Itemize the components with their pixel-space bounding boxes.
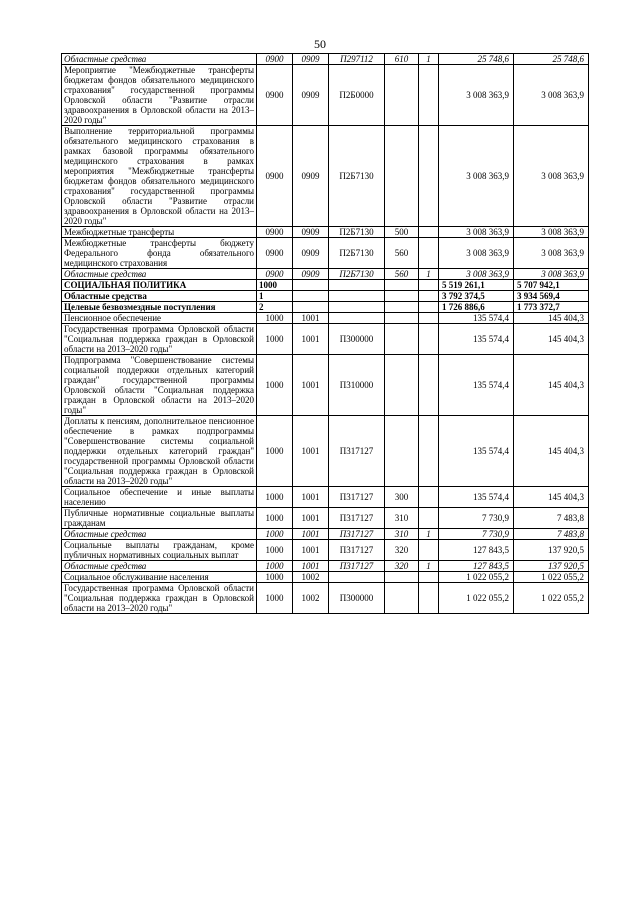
source-code-cell: 1	[419, 529, 439, 540]
target-article-cell: П300000	[329, 324, 385, 355]
section-code-cell: 1000	[257, 280, 293, 291]
subsection-code-cell: 1001	[293, 313, 329, 324]
page-number: 50	[314, 37, 326, 51]
section-code-cell: 1000	[257, 561, 293, 572]
subsection-code-cell: 1001	[293, 355, 329, 416]
target-article-cell: П2Б7130	[329, 227, 385, 238]
subsection-code-cell	[293, 291, 329, 302]
expense-type-cell	[385, 324, 419, 355]
target-article-cell: П310000	[329, 355, 385, 416]
subsection-code-cell: 0909	[293, 65, 329, 126]
source-code-cell	[419, 508, 439, 529]
source-code-cell: 1	[419, 269, 439, 280]
expense-type-cell: 300	[385, 487, 419, 508]
expense-type-cell	[385, 291, 419, 302]
amount-year2-cell: 145 404,3	[514, 487, 589, 508]
target-article-cell: П2Б7130	[329, 269, 385, 280]
table-row	[62, 324, 589, 355]
source-code-cell	[419, 238, 439, 269]
amount-year1-cell: 127 843,5	[439, 540, 514, 561]
source-code-cell	[419, 291, 439, 302]
amount-year1-cell: 135 574,4	[439, 324, 514, 355]
target-article-cell: П317127	[329, 487, 385, 508]
section-code-cell: 0900	[257, 65, 293, 126]
subsection-code-cell: 1002	[293, 583, 329, 614]
row-name-cell: Областные средства	[62, 269, 257, 280]
budget-table	[61, 53, 589, 614]
amount-year2-cell: 3 008 363,9	[514, 269, 589, 280]
section-code-cell: 1000	[257, 583, 293, 614]
amount-year1-cell: 3 008 363,9	[439, 65, 514, 126]
table-row	[62, 355, 589, 416]
amount-year2-cell: 5 707 942,1	[514, 280, 589, 291]
subsection-code-cell: 0909	[293, 238, 329, 269]
amount-year2-cell: 1 773 372,7	[514, 302, 589, 313]
row-name-cell: Пенсионное обеспечение	[62, 313, 257, 324]
table-row	[62, 416, 589, 487]
expense-type-cell	[385, 572, 419, 583]
source-code-cell	[419, 280, 439, 291]
target-article-cell	[329, 302, 385, 313]
source-code-cell	[419, 126, 439, 227]
row-name-cell: Областные средства	[62, 529, 257, 540]
target-article-cell: П2Б7130	[329, 238, 385, 269]
amount-year1-cell: 5 519 261,1	[439, 280, 514, 291]
table-row	[62, 65, 589, 126]
expense-type-cell	[385, 280, 419, 291]
row-name-cell: Социальные выплаты гражданам, кроме публичных нормативных социальных выплат	[62, 540, 257, 561]
row-name-cell: Мероприятие "Межбюджетные трансферты бюджетам фондов обязательного медицинского страхования" государственной программы Орловской области "Развитие отрасли здравоохранения в Орловской области на 2013–2020 годы"	[62, 65, 257, 126]
source-code-cell: 1	[419, 561, 439, 572]
amount-year1-cell: 7 730,9	[439, 529, 514, 540]
table-row	[62, 238, 589, 269]
row-name-cell: Межбюджетные трансферты	[62, 227, 257, 238]
section-code-cell: 0900	[257, 269, 293, 280]
expense-type-cell: 320	[385, 540, 419, 561]
target-article-cell	[329, 313, 385, 324]
amount-year1-cell: 1 726 886,6	[439, 302, 514, 313]
subsection-code-cell: 1001	[293, 540, 329, 561]
subsection-code-cell: 1001	[293, 416, 329, 487]
amount-year2-cell: 7 483,8	[514, 529, 589, 540]
section-code-cell: 1	[257, 291, 293, 302]
source-code-cell	[419, 65, 439, 126]
row-name-cell: Публичные нормативные социальные выплаты гражданам	[62, 508, 257, 529]
target-article-cell: П317127	[329, 561, 385, 572]
amount-year1-cell: 25 748,6	[439, 54, 514, 65]
subsection-code-cell: 0909	[293, 269, 329, 280]
target-article-cell: П317127	[329, 508, 385, 529]
source-code-cell	[419, 572, 439, 583]
table-row	[62, 269, 589, 280]
section-code-cell: 1000	[257, 508, 293, 529]
subsection-code-cell	[293, 302, 329, 313]
row-name-cell: Целевые безвозмездные поступления	[62, 302, 257, 313]
row-name-cell: Областные средства	[62, 54, 257, 65]
amount-year1-cell: 1 022 055,2	[439, 572, 514, 583]
expense-type-cell: 310	[385, 508, 419, 529]
target-article-cell: П2Б7130	[329, 126, 385, 227]
amount-year2-cell: 137 920,5	[514, 540, 589, 561]
amount-year1-cell: 7 730,9	[439, 508, 514, 529]
target-article-cell: П317127	[329, 529, 385, 540]
amount-year2-cell: 145 404,3	[514, 416, 589, 487]
source-code-cell	[419, 355, 439, 416]
amount-year2-cell: 3 008 363,9	[514, 126, 589, 227]
amount-year1-cell: 3 792 374,5	[439, 291, 514, 302]
table-row	[62, 302, 589, 313]
section-code-cell: 0900	[257, 54, 293, 65]
target-article-cell: П297112	[329, 54, 385, 65]
expense-type-cell	[385, 583, 419, 614]
source-code-cell	[419, 227, 439, 238]
section-code-cell: 0900	[257, 126, 293, 227]
table-row	[62, 540, 589, 561]
table-row	[62, 487, 589, 508]
amount-year2-cell: 1 022 055,2	[514, 583, 589, 614]
section-code-cell: 1000	[257, 540, 293, 561]
amount-year2-cell: 137 920,5	[514, 561, 589, 572]
subsection-code-cell: 1001	[293, 529, 329, 540]
table-row	[62, 313, 589, 324]
amount-year2-cell: 3 008 363,9	[514, 238, 589, 269]
row-name-cell: Областные средства	[62, 291, 257, 302]
table-row	[62, 561, 589, 572]
expense-type-cell	[385, 126, 419, 227]
amount-year1-cell: 135 574,4	[439, 355, 514, 416]
table-row	[62, 529, 589, 540]
section-code-cell: 1000	[257, 416, 293, 487]
amount-year1-cell: 127 843,5	[439, 561, 514, 572]
table-row	[62, 572, 589, 583]
source-code-cell	[419, 540, 439, 561]
table-row	[62, 280, 589, 291]
subsection-code-cell: 1001	[293, 561, 329, 572]
amount-year1-cell: 3 008 363,9	[439, 227, 514, 238]
source-code-cell	[419, 302, 439, 313]
amount-year2-cell: 145 404,3	[514, 324, 589, 355]
target-article-cell: П317127	[329, 540, 385, 561]
amount-year2-cell: 25 748,6	[514, 54, 589, 65]
amount-year2-cell: 3 934 569,4	[514, 291, 589, 302]
section-code-cell: 0900	[257, 238, 293, 269]
target-article-cell	[329, 572, 385, 583]
subsection-code-cell: 0909	[293, 126, 329, 227]
expense-type-cell: 610	[385, 54, 419, 65]
subsection-code-cell: 1002	[293, 572, 329, 583]
expense-type-cell: 560	[385, 269, 419, 280]
amount-year2-cell: 145 404,3	[514, 355, 589, 416]
amount-year1-cell: 135 574,4	[439, 487, 514, 508]
table-row	[62, 291, 589, 302]
section-code-cell: 1000	[257, 324, 293, 355]
amount-year1-cell: 1 022 055,2	[439, 583, 514, 614]
table-row	[62, 227, 589, 238]
row-name-cell: Областные средства	[62, 561, 257, 572]
amount-year1-cell: 135 574,4	[439, 313, 514, 324]
row-name-cell: Межбюджетные трансферты бюджету Федерального фонда обязательного медицинского страхования	[62, 238, 257, 269]
section-code-cell: 0900	[257, 227, 293, 238]
source-code-cell	[419, 416, 439, 487]
expense-type-cell: 500	[385, 227, 419, 238]
target-article-cell	[329, 291, 385, 302]
target-article-cell	[329, 280, 385, 291]
section-code-cell: 1000	[257, 313, 293, 324]
row-name-cell: Социальное обеспечение и иные выплаты населению	[62, 487, 257, 508]
row-name-cell: Выполнение территориальной программы обязательного медицинского страхования в рамках базовой программы обязательного медицинского страхования в рамках мероприятия "Межбюджетные трансферты бюджетам фондов обязательного медицинского страхования" государственной программы Орловской области "Развитие отрасли здравоохранения в Орловской области на 2013–2020 годы"	[62, 126, 257, 227]
amount-year2-cell: 3 008 363,9	[514, 65, 589, 126]
amount-year2-cell: 1 022 055,2	[514, 572, 589, 583]
row-name-cell: Социальное обслуживание населения	[62, 572, 257, 583]
source-code-cell	[419, 313, 439, 324]
expense-type-cell	[385, 65, 419, 126]
expense-type-cell	[385, 302, 419, 313]
expense-type-cell: 310	[385, 529, 419, 540]
source-code-cell	[419, 324, 439, 355]
target-article-cell: П2Б0000	[329, 65, 385, 126]
amount-year2-cell: 3 008 363,9	[514, 227, 589, 238]
expense-type-cell	[385, 313, 419, 324]
table-row	[62, 508, 589, 529]
section-code-cell: 1000	[257, 572, 293, 583]
subsection-code-cell: 0909	[293, 54, 329, 65]
source-code-cell	[419, 583, 439, 614]
source-code-cell: 1	[419, 54, 439, 65]
row-name-cell: Подпрограмма "Совершенствование системы социальной поддержки отдельных категорий граждан" государственной программы Орловской области "Социальная поддержка граждан в Орловской области на 2013–2020 годы"	[62, 355, 257, 416]
section-code-cell: 1000	[257, 529, 293, 540]
table-row	[62, 126, 589, 227]
expense-type-cell	[385, 355, 419, 416]
subsection-code-cell	[293, 280, 329, 291]
amount-year1-cell: 3 008 363,9	[439, 126, 514, 227]
expense-type-cell: 560	[385, 238, 419, 269]
row-name-cell: Государственная программа Орловской области "Социальная поддержка граждан в Орловской области на 2013–2020 годы"	[62, 324, 257, 355]
amount-year1-cell: 3 008 363,9	[439, 269, 514, 280]
table-row	[62, 54, 589, 65]
amount-year2-cell: 7 483,8	[514, 508, 589, 529]
subsection-code-cell: 1001	[293, 324, 329, 355]
subsection-code-cell: 0909	[293, 227, 329, 238]
row-name-cell: Доплаты к пенсиям, дополнительное пенсионное обеспечение в рамках подпрограммы "Совершенствование системы социальной поддержки отдельных категорий граждан" государственной программы Орловской области "Социальная поддержка граждан в Орловской области на 2013–2020 годы"	[62, 416, 257, 487]
table-row	[62, 583, 589, 614]
expense-type-cell: 320	[385, 561, 419, 572]
amount-year2-cell: 145 404,3	[514, 313, 589, 324]
row-name-cell: СОЦИАЛЬНАЯ ПОЛИТИКА	[62, 280, 257, 291]
subsection-code-cell: 1001	[293, 487, 329, 508]
expense-type-cell	[385, 416, 419, 487]
section-code-cell: 2	[257, 302, 293, 313]
amount-year1-cell: 3 008 363,9	[439, 238, 514, 269]
section-code-cell: 1000	[257, 355, 293, 416]
section-code-cell: 1000	[257, 487, 293, 508]
row-name-cell: Государственная программа Орловской области "Социальная поддержка граждан в Орловской области на 2013–2020 годы"	[62, 583, 257, 614]
target-article-cell: П317127	[329, 416, 385, 487]
source-code-cell	[419, 487, 439, 508]
amount-year1-cell: 135 574,4	[439, 416, 514, 487]
subsection-code-cell: 1001	[293, 508, 329, 529]
target-article-cell: П300000	[329, 583, 385, 614]
